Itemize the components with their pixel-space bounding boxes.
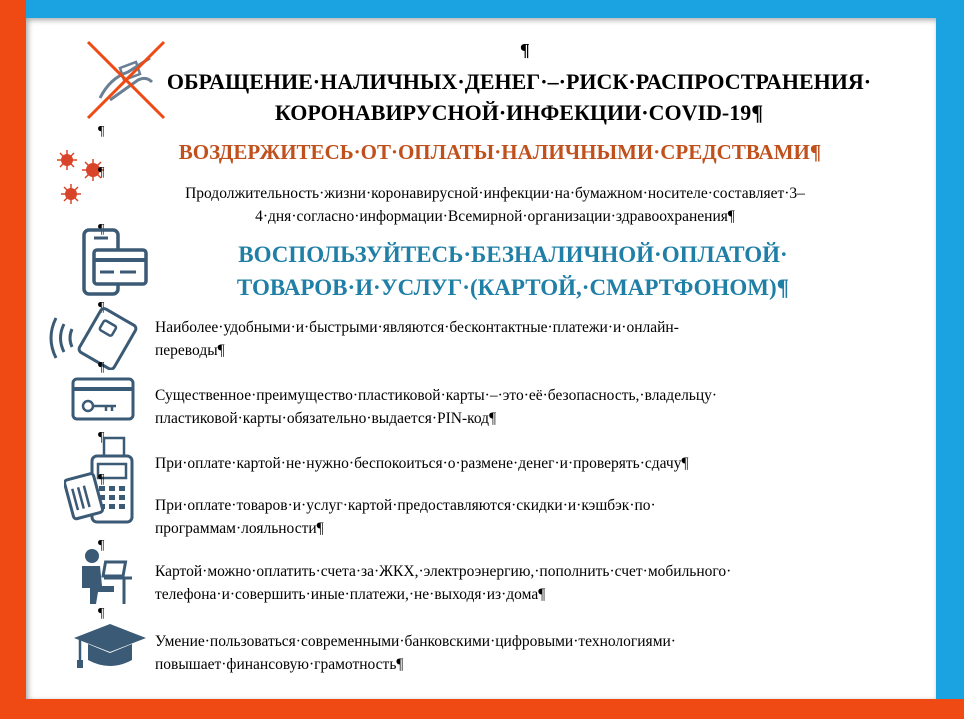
title-line-2: КОРОНАВИРУСНОЙ·ИНФЕКЦИИ·COVID-19¶	[274, 100, 764, 125]
list-item	[155, 316, 895, 362]
key-card-icon	[70, 376, 136, 422]
pilcrow-mark: ¶	[98, 222, 105, 237]
item-line-1: Существенное·преимущество·пластиковой·карты·–·это·её·безопасность,·владельцу·	[155, 387, 718, 404]
list-item	[155, 452, 895, 475]
frame-bottom-bar	[0, 699, 964, 719]
item-line-2: пластиковой·карты·обязательно·выдается·PIN-код¶	[155, 410, 497, 427]
pilcrow-mark: ¶	[98, 606, 105, 621]
pilcrow-mark: ¶	[98, 472, 105, 487]
cta-heading	[168, 238, 858, 304]
person-laptop-icon	[78, 548, 134, 606]
frame-top-bar	[0, 0, 964, 18]
item-line-1: При·оплате·картой·не·нужно·беспокоиться·о·размене·денег·и·проверять·сдачу¶	[155, 455, 689, 472]
list-item	[155, 494, 895, 540]
pilcrow-mark: ¶	[98, 538, 105, 553]
page-title	[100, 66, 938, 128]
cta-line-2: ТОВАРОВ·И·УСЛУГ·(КАРТОЙ,·СМАРТФОНОМ)¶	[236, 275, 790, 300]
virus-text-line-2: 4·дня·согласно·информации·Всемирной·организации·здравоохранения¶	[255, 208, 735, 225]
item-line-1: Умение·пользоваться·современными·банковскими·цифровыми·технологиями·	[155, 633, 676, 650]
pilcrow-mark: ¶	[98, 360, 105, 375]
graduation-cap-icon	[72, 622, 148, 672]
item-line-2: повышает·финансовую·грамотность¶	[155, 656, 404, 673]
title-line-1: ОБРАЩЕНИЕ·НАЛИЧНЫХ·ДЕНЕГ·–·РИСК·РАСПРОСТРАНЕНИЯ·	[166, 69, 872, 94]
virus-lifetime-text	[100, 182, 890, 228]
list-item	[155, 630, 895, 676]
pilcrow-mark: ¶	[98, 165, 105, 180]
list-item	[155, 384, 895, 430]
frame-right-bar	[936, 0, 964, 719]
contactless-card-icon	[44, 306, 140, 370]
frame-left-bar	[0, 0, 26, 719]
subtitle-avoid-cash: ВОЗДЕРЖИТЕСЬ·ОТ·ОПЛАТЫ·НАЛИЧНЫМИ·СРЕДСТВАМИ¶	[178, 140, 822, 164]
list-item	[155, 560, 895, 606]
pilcrow-mark: ¶	[98, 430, 105, 445]
cta-line-1: ВОСПОЛЬЗУЙТЕСЬ·БЕЗНАЛИЧНОЙ·ОПЛАТОЙ·	[238, 242, 788, 267]
smartphone-card-icon	[80, 228, 150, 298]
item-line-2: телефона·и·совершить·иные·платежи,·не·выходя·из·дома¶	[155, 586, 546, 603]
pilcrow-mark: ¶	[520, 40, 530, 60]
item-line-2: программам·лояльности¶	[155, 520, 324, 537]
virus-text-line-1: Продолжительность·жизни·коронавирусной·инфекции·на·бумажном·носителе·составляет·3–	[185, 185, 805, 202]
item-line-1: Картой·можно·оплатить·счета·за·ЖКХ,·электроэнергию,·пополнить·счет·мобильного·	[155, 563, 732, 580]
item-line-1: Наиболее·удобными·и·быстрыми·являются·бесконтактные·платежи·и·онлайн-	[155, 319, 679, 336]
pilcrow-mark: ¶	[98, 300, 105, 315]
pilcrow-mark: ¶	[98, 124, 105, 139]
item-line-1: При·оплате·товаров·и·услуг·картой·предоставляются·скидки·и·кэшбэк·по·	[155, 497, 656, 514]
item-line-2: переводы¶	[155, 342, 225, 359]
